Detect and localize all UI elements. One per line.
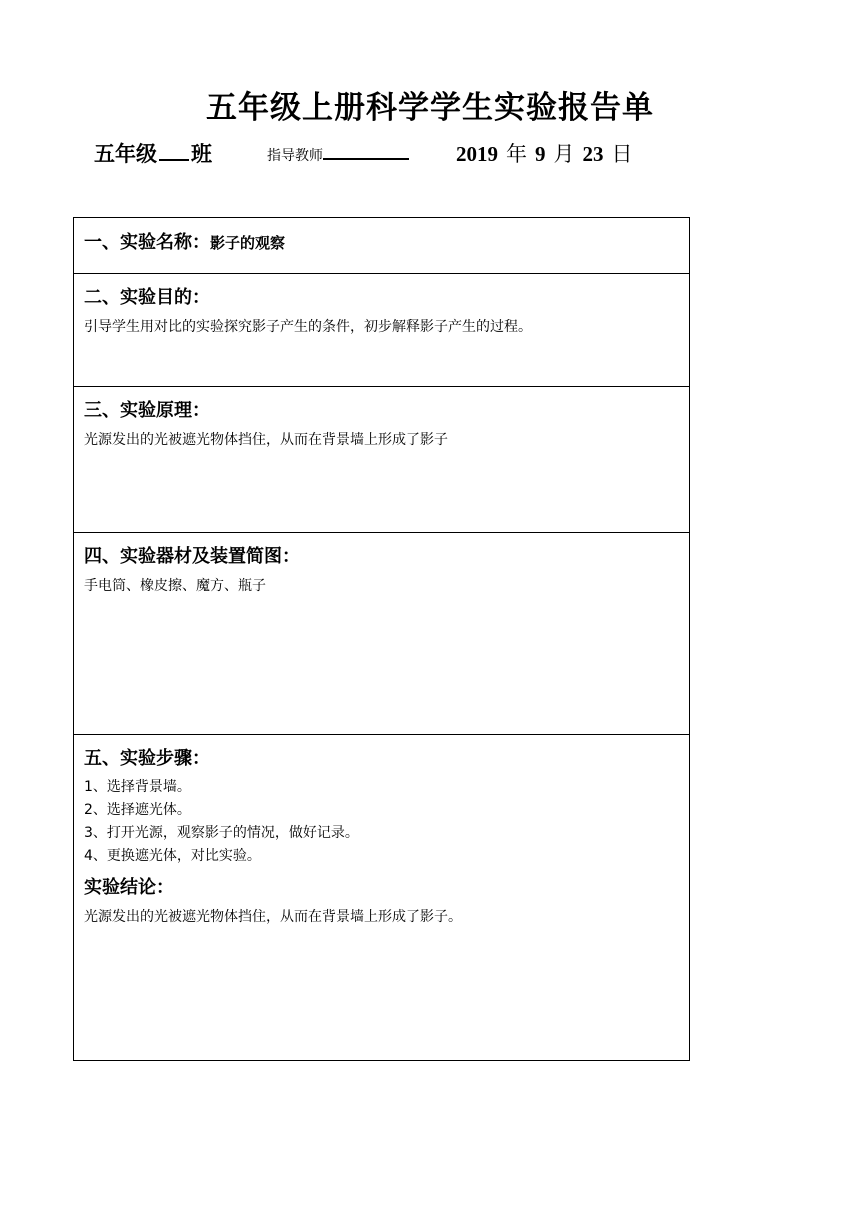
purpose-heading: 二、实验目的：: [84, 287, 210, 308]
grade-field: [94, 138, 212, 168]
report-info-line: [0, 136, 860, 168]
section-heading: [84, 218, 689, 254]
experiment-name-value: 影子的观察: [210, 234, 286, 252]
conclusion-content: 光源发出的光被遮光物体挡住，从而在背景墙上形成了影子。: [84, 909, 462, 925]
section-steps: [74, 735, 689, 1060]
date-month-unit: 月: [553, 142, 575, 166]
materials-heading: 四、实验器材及装置简图：: [84, 546, 300, 567]
class-blank[interactable]: [159, 141, 189, 161]
list-item: 1、选择背景墙。: [84, 779, 191, 795]
date-day: 23: [582, 142, 604, 166]
list-item: 2、选择遮光体。: [84, 802, 191, 818]
date-day-unit: 日: [611, 142, 633, 166]
steps-list: [84, 776, 689, 868]
date-year-unit: 年: [506, 142, 527, 166]
teacher-label: 指导教师: [267, 148, 323, 164]
section-experiment-purpose: [74, 274, 689, 387]
date-year: 2019: [456, 142, 498, 166]
section-materials: [74, 533, 689, 735]
teacher-field: [267, 144, 409, 165]
principle-content: 光源发出的光被遮光物体挡住，从而在背景墙上形成了影子: [84, 432, 448, 448]
date-month: 9: [535, 142, 546, 166]
grade-prefix: 五年级: [94, 142, 157, 166]
list-item: 3、打开光源，观察影子的情况，做好记录。: [84, 825, 359, 841]
section-experiment-name: [74, 218, 689, 274]
report-title: 五年级上册科学学生实验报告单: [206, 90, 654, 126]
report-table: [73, 217, 690, 1061]
purpose-content: 引导学生用对比的实验探究影子产生的条件，初步解释影子产生的过程。: [84, 319, 532, 335]
grade-suffix: 班: [191, 142, 212, 166]
list-item: 4、更换遮光体，对比实验。: [84, 848, 261, 864]
experiment-name-heading: 一、实验名称：: [84, 232, 210, 253]
materials-content: 手电筒、橡皮擦、魔方、瓶子: [84, 578, 266, 594]
date-field: [456, 138, 641, 168]
section-experiment-principle: [74, 387, 689, 533]
teacher-blank[interactable]: [323, 144, 409, 160]
steps-heading: 五、实验步骤：: [84, 748, 210, 769]
conclusion-heading: 实验结论：: [84, 877, 174, 898]
principle-heading: 三、实验原理：: [84, 400, 210, 421]
